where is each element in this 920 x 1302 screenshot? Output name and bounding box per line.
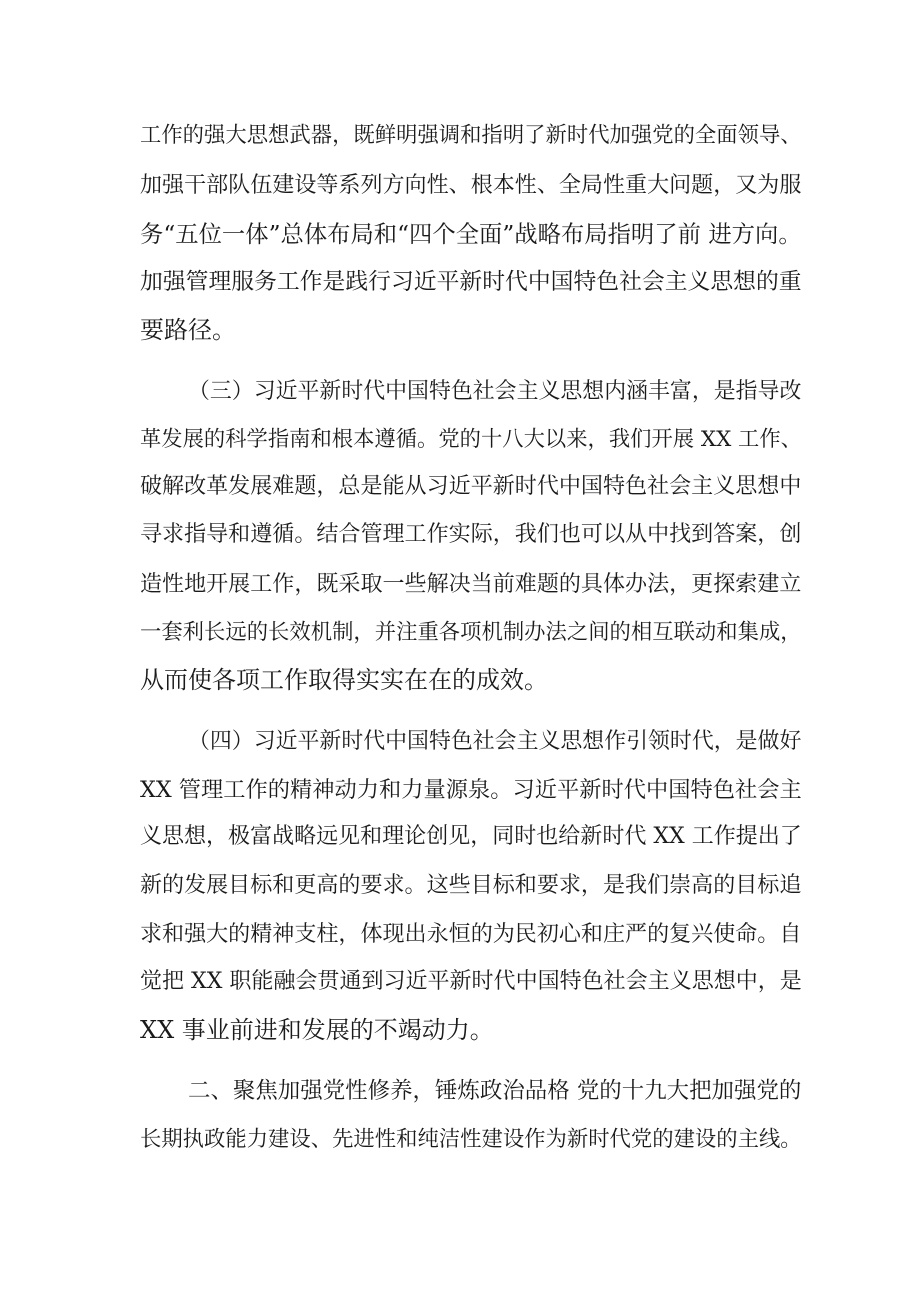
- text-line: 寻求指导和遵循。结合管理工作实际，我们也可以从中找到答案，创: [140, 522, 802, 547]
- text-line: XX 管理工作的精神动力和力量源泉。习近平新时代中国特色社会主: [140, 777, 802, 803]
- text-line: 革发展的科学指南和根本遵循。党的十八大以来，我们开展 XX 工作、: [140, 427, 802, 452]
- section-heading-line: 二、聚焦加强党性修养，锤炼政治品格 党的十九大把加强党的: [188, 1078, 802, 1104]
- text-line: 加强管理服务工作是践行习近平新时代中国特色社会主义思想的重: [140, 269, 802, 295]
- text-line: 新的发展目标和更高的要求。这些目标和要求，是我们崇高的目标追: [140, 873, 802, 898]
- text-line: 破解改革发展难题，总是能从习近平新时代中国特色社会主义思想中: [140, 474, 802, 499]
- text-line: 造性地开展工作，既采取一些解决当前难题的具体办法，更探索建立: [140, 572, 802, 597]
- text-line: XX 事业前进和发展的不竭动力。: [140, 1016, 494, 1044]
- text-line: 觉把 XX 职能融会贯通到习近平新时代中国特色社会主义思想中，是: [140, 969, 802, 994]
- text-line: 从而使各项工作取得实实在在的成效。: [140, 666, 548, 694]
- text-line: 要路径。: [140, 316, 236, 344]
- text-line: 务“五位一体”总体布局和“四个全面”战略布局指明了前 进方向。: [140, 220, 802, 248]
- text-line: 加强干部队伍建设等系列方向性、根本性、全局性重大问题，又为服: [140, 173, 802, 198]
- text-line: （三）习近平新时代中国特色社会主义思想内涵丰富，是指导改: [188, 379, 802, 404]
- text-line: 长期执政能力建设、先进性和纯洁性建设作为新时代党的建设的主线。: [140, 1127, 802, 1152]
- text-line: 义思想，极富战略远见和理论创见，同时也给新时代 XX 工作提出了: [140, 824, 802, 849]
- text-line: （四）习近平新时代中国特色社会主义思想作引领时代，是做好: [188, 729, 802, 754]
- text-line: 工作的强大思想武器，既鲜明强调和指明了新时代加强党的全面领导、: [140, 123, 802, 148]
- text-line: 一套利长远的长效机制，并注重各项机制办法之间的相互联动和集成，: [140, 620, 802, 645]
- text-line: 求和强大的精神支柱，体现出永恒的为民初心和庄严的复兴使命。自: [140, 922, 802, 947]
